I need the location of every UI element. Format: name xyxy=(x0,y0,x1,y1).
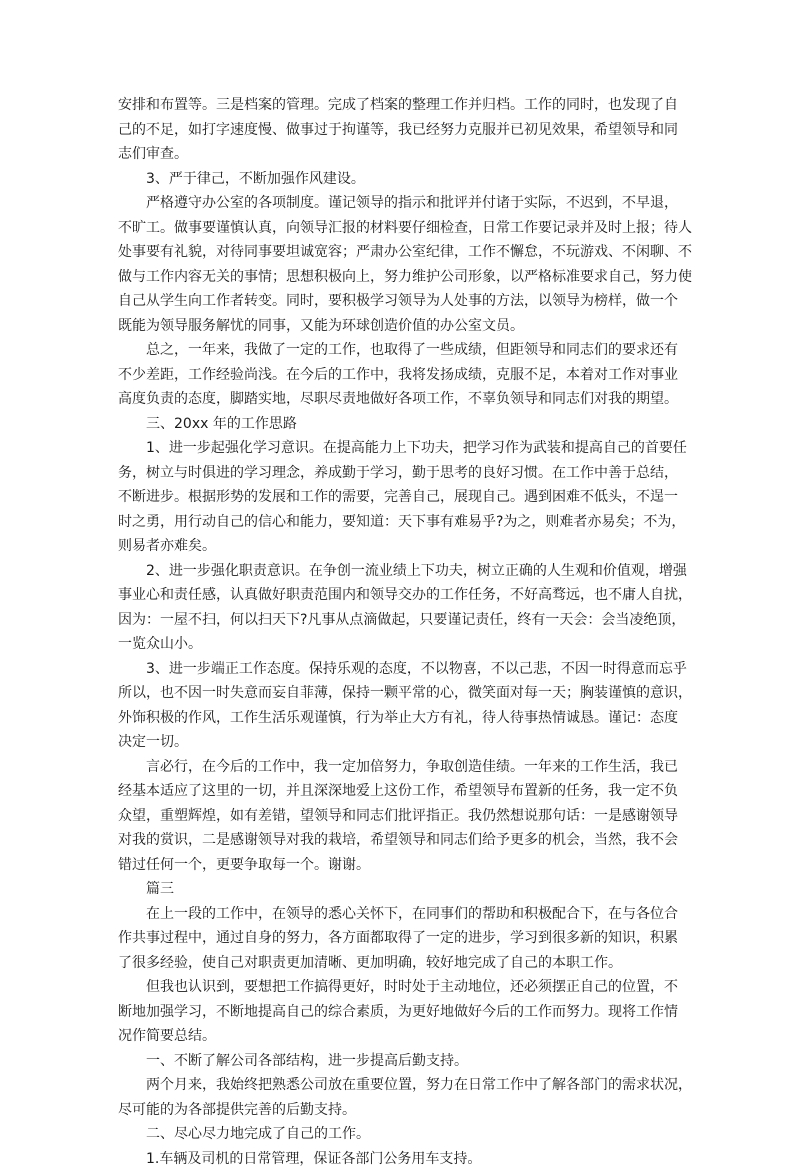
text-line: 3、严于律己，不断加强作风建设。 xyxy=(118,167,678,192)
paragraph xyxy=(118,975,678,1049)
text-line: 尽可能的为各部提供完善的后勤支持。 xyxy=(118,1098,678,1123)
text-line: 外饰积极的作风，工作生活乐观谨慎，行为举止大方有礼，待人待事热情诚恳。谨记：态度 xyxy=(118,706,678,731)
text-line: 处事要有礼貌，对待同事要坦诚宽容；严肃办公室纪律，工作不懈怠，不玩游戏、不闲聊、不 xyxy=(118,240,678,265)
text-line: 则易者亦难矣。 xyxy=(118,534,678,559)
text-line: 志们审查。 xyxy=(118,142,678,167)
text-line: 了很多经验，使自己对职责更加清晰、更加明确，较好地完成了自己的本职工作。 xyxy=(118,951,678,976)
text-line: 一览众山小。 xyxy=(118,632,678,657)
text-line: 言必行，在今后的工作中，我一定加倍努力，争取创造佳绩。一年来的工作生活，我已 xyxy=(118,755,678,780)
heading-line xyxy=(118,1122,678,1147)
text-line: 一、不断了解公司各部结构，进一步提高后勤支持。 xyxy=(118,1049,678,1074)
text-line: 两个月来，我始终把熟悉公司放在重要位置，努力在日常工作中了解各部门的需求状况， xyxy=(118,1073,678,1098)
paragraph xyxy=(118,1073,678,1122)
text-line: 篇三 xyxy=(118,877,678,902)
document-body xyxy=(118,93,678,1171)
text-line: 因为：一屋不扫，何以扫天下?凡事从点滴做起，只要谨记责任，终有一天会：会当凌绝顶， xyxy=(118,608,678,633)
heading-line xyxy=(118,877,678,902)
text-line: 己的不足，如打字速度慢、做事过于拘谨等，我已经努力克服并已初见效果，希望领导和同 xyxy=(118,118,678,143)
text-line: 况作简要总结。 xyxy=(118,1024,678,1049)
text-line: 严格遵守办公室的各项制度。谨记领导的指示和批评并付诸于实际，不迟到，不早退， xyxy=(118,191,678,216)
text-line: 不少差距，工作经验尚浅。在今后的工作中，我将发扬成绩，克服不足，本着对工作对事业 xyxy=(118,363,678,388)
paragraph xyxy=(118,755,678,878)
text-line: 务，树立与时俱进的学习理念，养成勤于学习，勤于思考的良好习惯。在工作中善于总结， xyxy=(118,461,678,486)
text-line: 事业心和责任感，认真做好职责范围内和领导交办的工作任务，不好高骛远，也不庸人自扰， xyxy=(118,583,678,608)
text-line: 二、尽心尽力地完成了自己的工作。 xyxy=(118,1122,678,1147)
text-line: 对我的赏识，二是感谢领导对我的栽培，希望领导和同志们给予更多的机会，当然，我不会 xyxy=(118,828,678,853)
text-line: 总之，一年来，我做了一定的工作，也取得了一些成绩，但距领导和同志们的要求还有 xyxy=(118,338,678,363)
text-line: 三、20xx 年的工作思路 xyxy=(118,412,678,437)
heading-line xyxy=(118,1147,678,1171)
heading-line xyxy=(118,412,678,437)
paragraph xyxy=(118,338,678,412)
text-line: 3、进一步端正工作态度。保持乐观的态度，不以物喜，不以己悲，不因一时得意而忘乎 xyxy=(118,657,678,682)
text-line: 错过任何一个，更要争取每一个。谢谢。 xyxy=(118,853,678,878)
text-line: 决定一切。 xyxy=(118,730,678,755)
paragraph xyxy=(118,559,678,657)
paragraph xyxy=(118,657,678,755)
text-line: 自己从学生向工作者转变。同时，要积极学习领导为人处事的方法，以领导为榜样，做一个 xyxy=(118,289,678,314)
text-line: 2、进一步强化职责意识。在争创一流业绩上下功夫，树立正确的人生观和价值观，增强 xyxy=(118,559,678,584)
text-line: 在上一段的工作中，在领导的悉心关怀下，在同事们的帮助和积极配合下，在与各位合 xyxy=(118,902,678,927)
text-line: 断地加强学习，不断地提高自己的综合素质，为更好地做好今后的工作而努力。现将工作情 xyxy=(118,1000,678,1025)
text-line: 既能为领导服务解忧的同事，又能为环球创造价值的办公室文员。 xyxy=(118,314,678,339)
text-line: 做与工作内容无关的事情；思想积极向上，努力维护公司形象，以严格标准要求自己，努力使 xyxy=(118,265,678,290)
heading-line xyxy=(118,167,678,192)
text-line: 1、进一步起强化学习意识。在提高能力上下功夫，把学习作为武装和提高自己的首要任 xyxy=(118,436,678,461)
text-line: 高度负责的态度，脚踏实地，尽职尽责地做好各项工作，不辜负领导和同志们对我的期望。 xyxy=(118,387,678,412)
paragraph xyxy=(118,191,678,338)
text-line: 安排和布置等。三是档案的管理。完成了档案的整理工作并归档。工作的同时，也发现了自 xyxy=(118,93,678,118)
heading-line xyxy=(118,1049,678,1074)
text-line: 时之勇，用行动自己的信心和能力，要知道：天下事有难易乎?为之，则难者亦易矣；不为， xyxy=(118,510,678,535)
text-line: 作共事过程中，通过自身的努力，各方面都取得了一定的进步，学习到很多新的知识，积累 xyxy=(118,926,678,951)
paragraph xyxy=(118,436,678,559)
text-line: 不断进步。根据形势的发展和工作的需要，完善自己，展现自己。遇到困难不低头，不逞一 xyxy=(118,485,678,510)
text-line: 1.车辆及司机的日常管理，保证各部门公务用车支持。 xyxy=(118,1147,678,1171)
paragraph xyxy=(118,93,678,167)
text-line: 众望，重塑辉煌，如有差错，望领导和同志们批评指正。我仍然想说那句话：一是感谢领导 xyxy=(118,804,678,829)
paragraph xyxy=(118,902,678,976)
text-line: 经基本适应了这里的一切，并且深深地爱上这份工作，希望领导布置新的任务，我一定不负 xyxy=(118,779,678,804)
text-line: 但我也认识到，要想把工作搞得更好，时时处于主动地位，还必须摆正自己的位置，不 xyxy=(118,975,678,1000)
text-line: 不旷工。做事要谨慎认真，向领导汇报的材料要仔细检查，日常工作要记录并及时上报；待人 xyxy=(118,216,678,241)
text-line: 所以，也不因一时失意而妄自菲薄，保持一颗平常的心，微笑面对每一天；胸装谨慎的意识， xyxy=(118,681,678,706)
